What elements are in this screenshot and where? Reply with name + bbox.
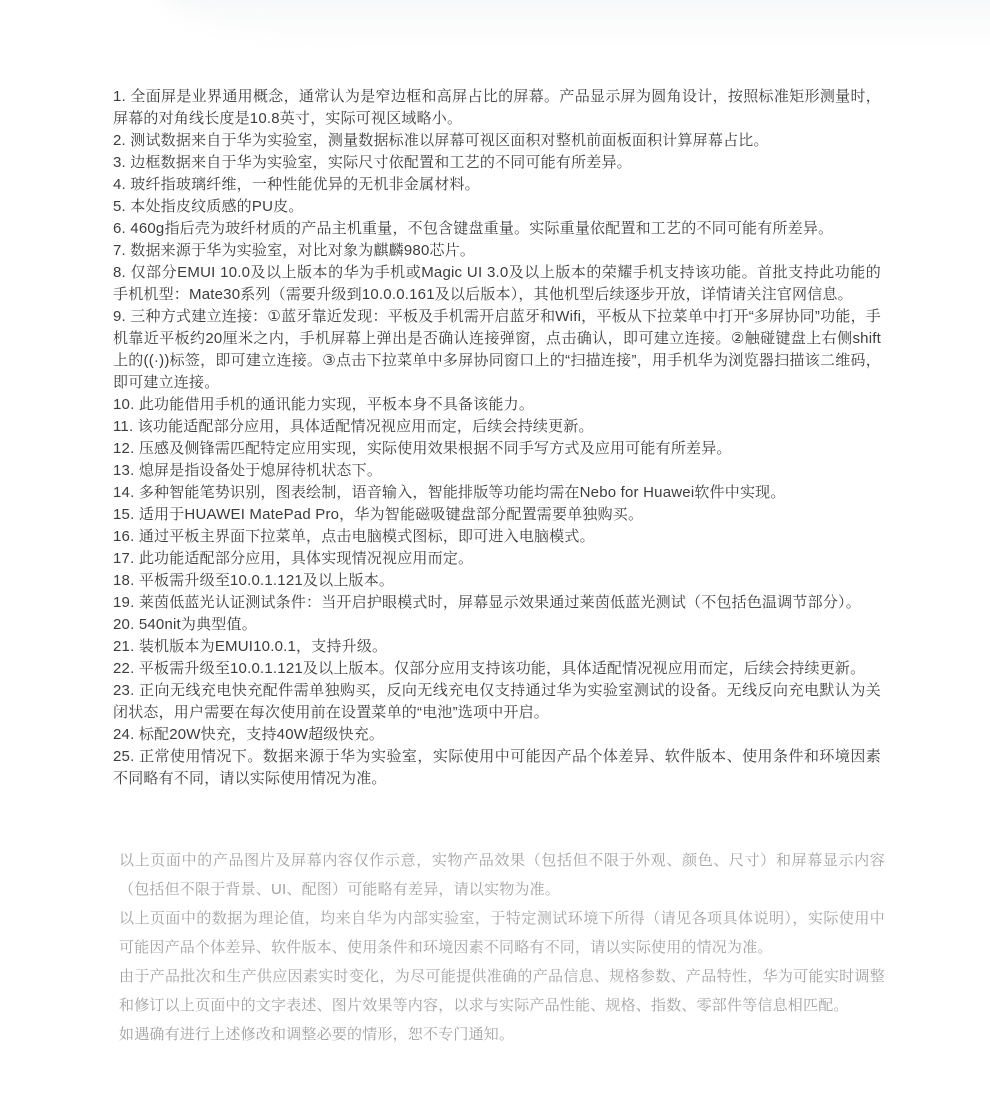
previous-section-shade xyxy=(150,0,990,46)
footnote-item: 1. 全面屏是业界通用概念，通常认为是窄边框和高屏占比的屏幕。产品显示屏为圆角设计，按照标准矩形测量时，屏幕的对角线长度是10.8英寸，实际可视区域略小。 xyxy=(113,88,881,127)
footnote-item: 2. 测试数据来自于华为实验室，测量数据标准以屏幕可视区面积对整机前面板面积计算屏幕占比。 xyxy=(113,132,769,149)
footnote-item: 11. 该功能适配部分应用，具体适配情况视应用而定，后续会持续更新。 xyxy=(113,418,594,435)
footnote-item: 8. 仅部分EMUI 10.0及以上版本的华为手机或Magic UI 3.0及以上版本的荣耀手机支持该功能。首批支持此功能的手机机型：Mate30系列（需要升级到10.0.0.161及以后版本），其他机型后续逐步开放，详情请关注官网信息。 xyxy=(113,264,881,303)
footnote-item: 5. 本处指皮纹质感的PU皮。 xyxy=(113,198,304,215)
footnote-item: 19. 莱茵低蓝光认证测试条件：当开启护眼模式时，屏幕显示效果通过莱茵低蓝光测试（不包括色温调节部分）。 xyxy=(113,594,861,611)
footnote-item: 24. 标配20W快充，支持40W超级快充。 xyxy=(113,726,385,743)
footnote-item: 15. 适用于HUAWEI MatePad Pro，华为智能磁吸键盘部分配置需要单独购买。 xyxy=(113,506,644,523)
footnote-item: 23. 正向无线充电快充配件需单独购买，反向无线充电仅支持通过华为实验室测试的设备。无线反向充电默认为关闭状态，用户需要在每次使用前在设置菜单的“电池”选项中开启。 xyxy=(113,682,881,721)
footnote-item: 21. 装机版本为EMUI10.0.1，支持升级。 xyxy=(113,638,388,655)
footnote-item: 7. 数据来源于华为实验室，对比对象为麒麟980芯片。 xyxy=(113,242,476,259)
footnote-item: 12. 压感及侧锋需匹配特定应用实现，实际使用效果根据不同手写方式及应用可能有所差异。 xyxy=(113,440,732,457)
footnote-item: 6. 460g指后壳为玻纤材质的产品主机重量，不包含键盘重量。实际重量依配置和工艺的不同可能有所差异。 xyxy=(113,220,834,237)
disclaimer-paragraph: 如遇确有进行上述修改和调整必要的情形，恕不专门通知。 xyxy=(119,1026,515,1043)
footnote-item: 9. 三种方式建立连接：①蓝牙靠近发现：平板及手机需开启蓝牙和Wifi，平板从下拉菜单中打开“多屏协同”功能，手机靠近平板约20厘米之内，手机屏幕上弹出是否确认连接弹窗，点击确认，即可建立连接。②触碰键盘上右侧shift上的((·))标签，即可建立连接。③点击下拉菜单中多屏协同窗口上的“扫描连接”，用手机华为浏览器扫描该二维码，即可建立连接。 xyxy=(113,308,881,391)
footnote-item: 4. 玻纤指玻璃纤维，一种性能优异的无机非金属材料。 xyxy=(113,176,480,193)
footnote-item: 17. 此功能适配部分应用，具体实现情况视应用而定。 xyxy=(113,550,474,567)
footnote-item: 16. 通过平板主界面下拉菜单，点击电脑模式图标，即可进入电脑模式。 xyxy=(113,528,595,545)
footnotes-section xyxy=(113,86,881,790)
disclaimer-section xyxy=(119,846,885,1049)
footnote-item: 25. 正常使用情况下。数据来源于华为实验室，实际使用中可能因产品个体差异、软件版本、使用条件和环境因素不同略有不同，请以实际使用情况为准。 xyxy=(113,748,881,787)
disclaimer-paragraph: 以上页面中的产品图片及屏幕内容仅作示意，实物产品效果（包括但不限于外观、颜色、尺寸）和屏幕显示内容（包括但不限于背景、UI、配图）可能略有差异，请以实物为准。 xyxy=(119,852,885,898)
disclaimer-paragraph: 由于产品批次和生产供应因素实时变化，为尽可能提供准确的产品信息、规格参数、产品特性，华为可能实时调整和修订以上页面中的文字表述、图片效果等内容，以求与实际产品性能、规格、指数、零部件等信息相匹配。 xyxy=(119,968,885,1014)
disclaimer-paragraph: 以上页面中的数据为理论值，均来自华为内部实验室，于特定测试环境下所得（请见各项具体说明），实际使用中可能因产品个体差异、软件版本、使用条件和环境因素不同略有不同，请以实际使用的情况为准。 xyxy=(119,910,885,956)
footnote-item: 3. 边框数据来自于华为实验室，实际尺寸依配置和工艺的不同可能有所差异。 xyxy=(113,154,632,171)
footnote-item: 18. 平板需升级至10.0.1.121及以上版本。 xyxy=(113,572,395,589)
footnote-item: 20. 540nit为典型值。 xyxy=(113,616,257,633)
footnote-item: 13. 熄屏是指设备处于熄屏待机状态下。 xyxy=(113,462,383,479)
footnote-item: 14. 多种智能笔势识别，图表绘制，语音输入，智能排版等功能均需在Nebo for Huawei软件中实现。 xyxy=(113,484,786,501)
footnote-item: 10. 此功能借用手机的通讯能力实现，平板本身不具备该能力。 xyxy=(113,396,535,413)
footnote-item: 22. 平板需升级至10.0.1.121及以上版本。仅部分应用支持该功能，具体适配情况视应用而定，后续会持续更新。 xyxy=(113,660,866,677)
